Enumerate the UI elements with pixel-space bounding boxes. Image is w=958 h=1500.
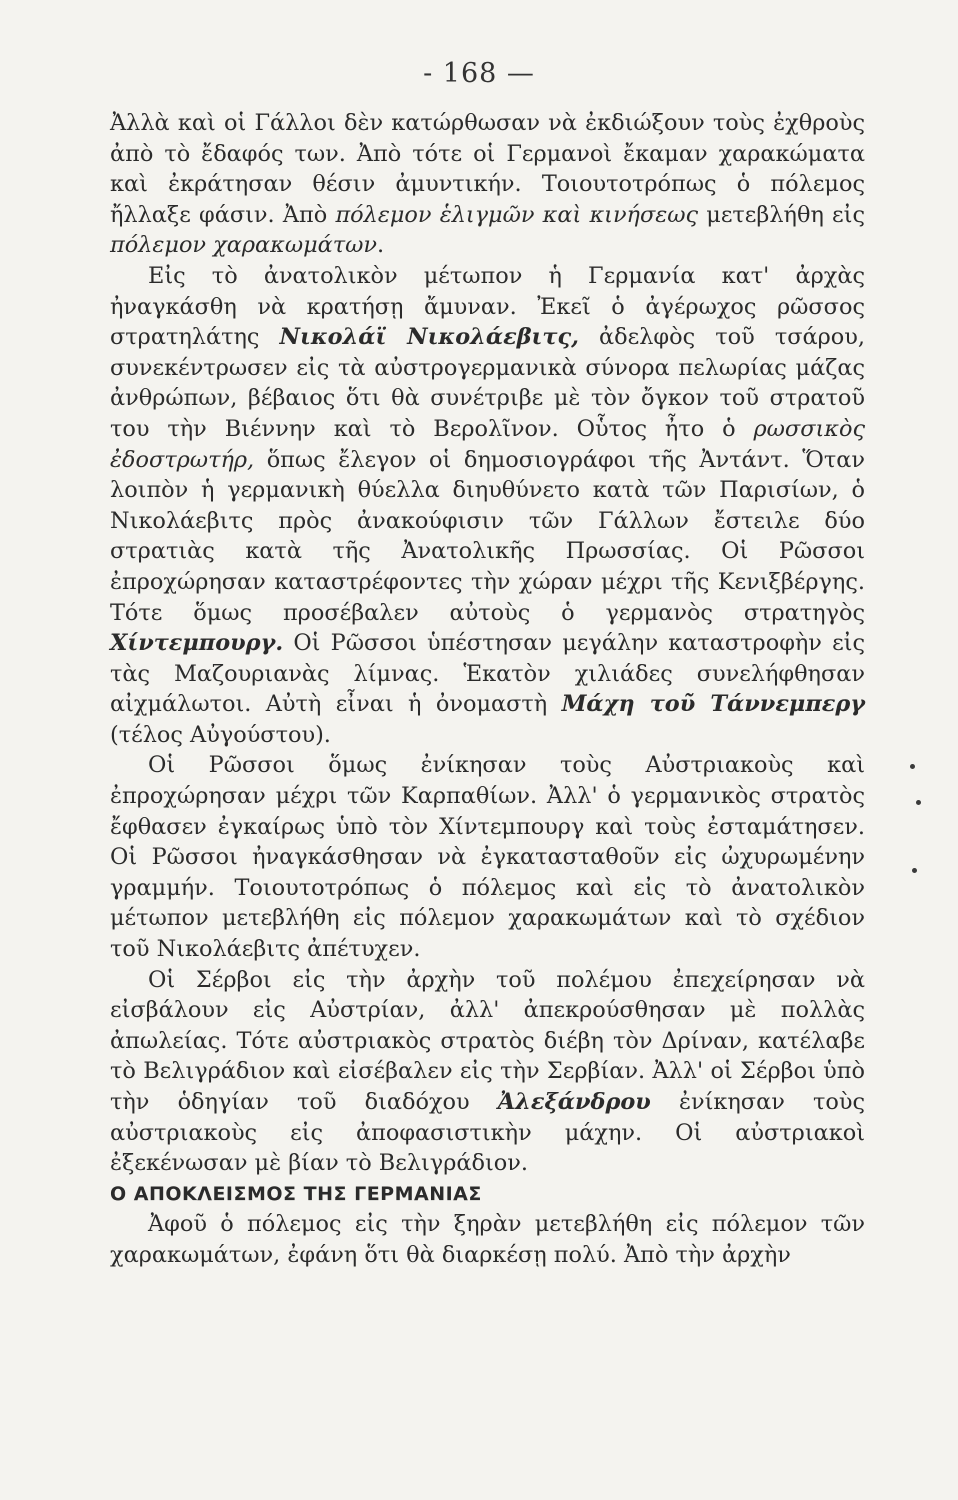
ink-speck xyxy=(910,764,915,769)
p2-text-1: Εἰς τὸ ἀνατολικὸν μέτωπον ἡ Γερμανία κατ' ἀρχὰς ἠναγκάσθη νὰ κρατήσῃ ἄμυναν. Ἐκεῖ ὁ ἀγέρωχος ρῶσσος στρατηλάτης xyxy=(110,262,865,351)
p1-italic-1: πόλεμον ἑλιγμῶν καὶ κινήσεως xyxy=(335,201,699,228)
body-text xyxy=(110,108,865,1271)
p4-text-1: Οἱ Σέρβοι εἰς τὴν ἀρχὴν τοῦ πολέμου ἐπεχείρησαν νὰ εἰσβάλουν εἰς Αὐστρίαν, ἀλλ' ἀπεκρούσθησαν μὲ πολλὰς ἀπωλείας. Τότε αὐστριακὸς στρατὸς διέβη τὸν Δρίναν, κατέλαβε τὸ Βελιγράδιον καὶ εἰσέβαλεν εἰς τὴν Σερβίαν. Ἀλλ' οἱ Σέρβοι ὑπὸ τὴν ὁδηγίαν τοῦ διαδόχου xyxy=(110,966,865,1115)
p4-bold-name-1: Ἀλεξάνδρου xyxy=(497,1089,651,1115)
p1-italic-2: πόλεμον χαρακωμάτων xyxy=(110,232,378,259)
section-heading: Ο ΑΠΟΚΛΕΙΣΜΟΣ ΤΗΣ ΓΕΡΜΑΝΙΑΣ xyxy=(110,1182,482,1205)
paragraph-2 xyxy=(110,261,865,751)
p1-text-1: Ἀλλὰ καὶ οἱ Γάλλοι δὲν κατώρθωσαν νὰ ἐκδιώξουν τοὺς ἐχθροὺς ἀπὸ τὸ ἔδαφός των. Ἀπὸ τότε οἱ Γερμανοὶ ἔκαμαν χαρακώματα καὶ ἐκράτησαν θέσιν ἀμυντικήν. Τοιουτοτρόπως ὁ πόλεμος ἤλλαξε φάσιν. Ἀπὸ xyxy=(110,110,865,228)
ink-speck xyxy=(912,868,917,873)
p2-bold-name-3: Μάχη τοῦ Τάννεμπεργ xyxy=(561,691,865,718)
p4-text-2: ἐνίκησαν τοὺς αὐστριακοὺς εἰς ἀποφασιστικὴν μάχην. Οἱ αὐστριακοὶ ἐξεκένωσαν μὲ βίαν τὸ Βελιγράδιον. xyxy=(110,1089,865,1177)
paragraph-4 xyxy=(110,965,865,1179)
paragraph-3: Οἱ Ρῶσσοι ὅμως ἐνίκησαν τοὺς Αὐστριακοὺς καὶ ἐπροχώρησαν μέχρι τῶν Καρπαθίων. Ἀλλ' ὁ γερμανικὸς στρατὸς ἔφθασεν ἐγκαίρως ὑπὸ τὸν Χίντεμπουργ καὶ τοὺς ἐσταμάτησεν. Οἱ Ρῶσσοι ἠναγκάσθησαν νὰ ἐγκατασταθοῦν εἰς ὠχυρωμένην γραμμήν. Τοιουτοτρόπως ὁ πόλεμος καὶ εἰς τὸ ἀνατολικὸν μέτωπον μετεβλήθη εἰς πόλεμον χαρακωμάτων καὶ τὸ σχέδιον τοῦ Νικολάεβιτς ἀπέτυχεν. xyxy=(110,752,865,963)
p2-bold-name-1: Νικολάϊ Νικολάεβιτς, xyxy=(279,324,579,351)
p2-text-4: Οἱ Ρῶσσοι ὑπέστησαν μεγάλην καταστροφὴν εἰς τὰς Μαζουριανὰς λίμνας. Ἑκατὸν χιλιάδες συνελήφθησαν αἰχμάλωτοι. Αὐτὴ εἶναι ἡ ὀνομαστὴ xyxy=(110,630,865,718)
paragraph-1 xyxy=(110,108,865,261)
p2-text-2: ἀδελφὸς τοῦ τσάρου, συνεκέντρωσεν εἰς τὰ αὐστρογερμανικὰ σύνορα πελωρίας μάζας ἀνθρώπων, βέβαιος ὅτι θὰ συνέτριβε μὲ τὸν ὄγκον τοῦ στρατοῦ του τὴν Βιέννην καὶ τὸ Βερολῖνον. Οὗτος ἦτο ὁ xyxy=(110,324,865,442)
p2-text-3: ὅπως ἔλεγον οἱ δημοσιογράφοι τῆς Ἀντάντ. Ὅταν λοιπὸν ἡ γερμανικὴ θύελλα διηυθύνετο κατὰ τῶν Παρισίων, ὁ Νικολάεβιτς πρὸς ἀνακούφισιν τῶν Γάλλων ἔστειλε δύο στρατιὰς κατὰ τῆς Ἀνατολικῆς Πρωσσίας. Οἱ Ρῶσσοι ἐπροχώρησαν καταστρέφοντες τὴν χώραν μέχρι τῆς Κενιξβέργης. Τότε ὅμως προσέβαλεν αὐτοὺς ὁ γερμανὸς στρατηγὸς xyxy=(110,446,865,626)
p1-text-2: μετεβλήθη εἰς xyxy=(698,201,865,228)
ink-speck xyxy=(916,800,921,805)
p1-text-3: . xyxy=(377,232,385,259)
paragraph-5: Ἀφοῦ ὁ πόλεμος εἰς τὴν ξηρὰν μετεβλήθη εἰς πόλεμον τῶν χαρακωμάτων, ἐφάνη ὅτι θὰ διαρκέσῃ πολύ. Ἀπὸ τὴν ἀρχὴν xyxy=(110,1211,865,1268)
page-number: - 168 — xyxy=(423,58,535,89)
p2-bold-name-2: Χίντεμπουργ. xyxy=(110,630,284,657)
p2-italic-1: ρωσσικὸς ἐδοστρωτήρ, xyxy=(110,415,865,473)
p2-text-5: (τέλος Αὐγούστου). xyxy=(110,721,331,748)
